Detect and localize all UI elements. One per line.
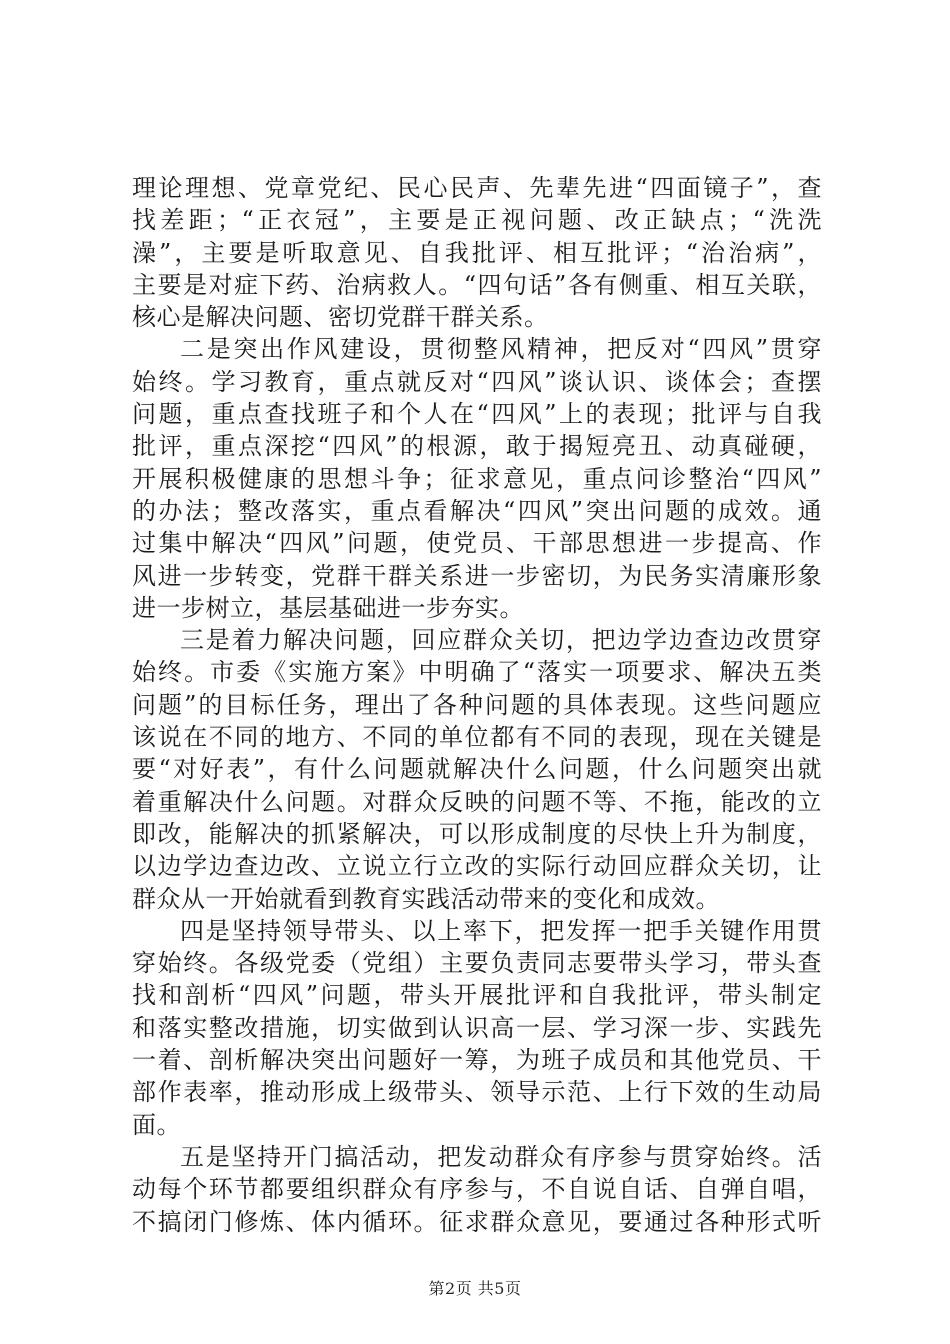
text-line: 核心是解决问题、密切党群干群关系。: [132, 303, 549, 332]
text-line: 的办法；整改落实，重点看解决“四风”突出问题的成效。通: [132, 496, 822, 525]
text-line: 问题，重点查找班子和个人在“四风”上的表现；批评与自我: [132, 400, 822, 429]
text-line: 始终。市委《实施方案》中明确了“落实一项要求、解决五类: [132, 658, 822, 687]
paragraph: [132, 915, 822, 1141]
document-body: [132, 172, 822, 1238]
text-line: 澡”，主要是听取意见、自我批评、相互批评；“治治病”，: [132, 238, 822, 267]
text-line: 不搞闭门修炼、体内循环。征求群众意见，要通过各种形式听: [132, 1207, 822, 1236]
text-line: 着重解决什么问题。对群众反映的问题不等、不拖，能改的立: [132, 787, 822, 816]
text-line: 风进一步转变，党群干群关系进一步密切，为民务实清廉形象: [132, 561, 822, 590]
text-line: 一着、剖析解决突出问题好一筹，为班子成员和其他党员、干: [132, 1046, 822, 1075]
text-line: 找差距；“正衣冠”，主要是正视问题、改正缺点；“洗洗: [132, 206, 822, 235]
text-line: 四是坚持领导带头、以上率下，把发挥一把手关键作用贯: [180, 916, 822, 945]
text-line: 理论理想、党章党纪、民心民声、先辈先进“四面镜子”，查: [132, 174, 822, 202]
text-line: 进一步树立，基层基础进一步夯实。: [132, 593, 524, 622]
text-line: 五是坚持开门搞活动，把发动群众有序参与贯穿始终。活: [180, 1142, 822, 1171]
text-line: 主要是对症下药、治病救人。“四句话”各有侧重、相互关联，: [132, 270, 822, 299]
text-line: 要“对好表”，有什么问题就解决什么问题，什么问题突出就: [132, 755, 822, 784]
text-line: 二是突出作风建设，贯彻整风精神，把反对“四风”贯穿: [180, 335, 822, 364]
text-line: 动每个环节都要组织群众有序参与，不自说自话、自弹自唱，: [132, 1175, 822, 1204]
page-number-label: 第2页 共5页: [428, 1279, 522, 1298]
text-line: 该说在不同的地方、不同的单位都有不同的表现，现在关键是: [132, 723, 822, 752]
text-line: 即改，能解决的抓紧解决，可以形成制度的尽快上升为制度，: [132, 819, 822, 848]
page-footer: [0, 1276, 950, 1299]
text-line: 部作表率，推动形成上级带头、领导示范、上行下效的生动局: [132, 1078, 822, 1107]
text-line: 群众从一开始就看到教育实践活动带来的变化和成效。: [132, 884, 720, 913]
text-line: 和落实整改措施，切实做到认识高一层、学习深一步、实践先: [132, 1013, 822, 1042]
text-line: 以边学边查边改、立说立行立改的实际行动回应群众关切，让: [132, 852, 822, 881]
paragraph: [132, 1141, 822, 1238]
text-line: 三是着力解决问题，回应群众关切，把边学边查边改贯穿: [180, 626, 822, 655]
text-line: 开展积极健康的思想斗争；征求意见，重点问诊整治“四风”: [132, 464, 822, 493]
text-line: 批评，重点深挖“四风”的根源，敢于揭短亮丑、动真碰硬，: [132, 432, 822, 461]
paragraph: [132, 624, 822, 915]
text-line: 问题”的目标任务，理出了各种问题的具体表现。这些问题应: [132, 690, 822, 719]
text-line: 找和剖析“四风”问题，带头开展批评和自我批评，带头制定: [132, 981, 822, 1010]
text-line: 过集中解决“四风”问题，使党员、干部思想进一步提高、作: [132, 529, 822, 558]
paragraph: [132, 333, 822, 624]
text-line: 始终。学习教育，重点就反对“四风”谈认识、谈体会；查摆: [132, 367, 822, 396]
text-line: 穿始终。各级党委（党组）主要负责同志要带头学习，带头查: [132, 949, 822, 978]
paragraph: [132, 172, 822, 333]
text-line: 面。: [132, 1110, 181, 1139]
